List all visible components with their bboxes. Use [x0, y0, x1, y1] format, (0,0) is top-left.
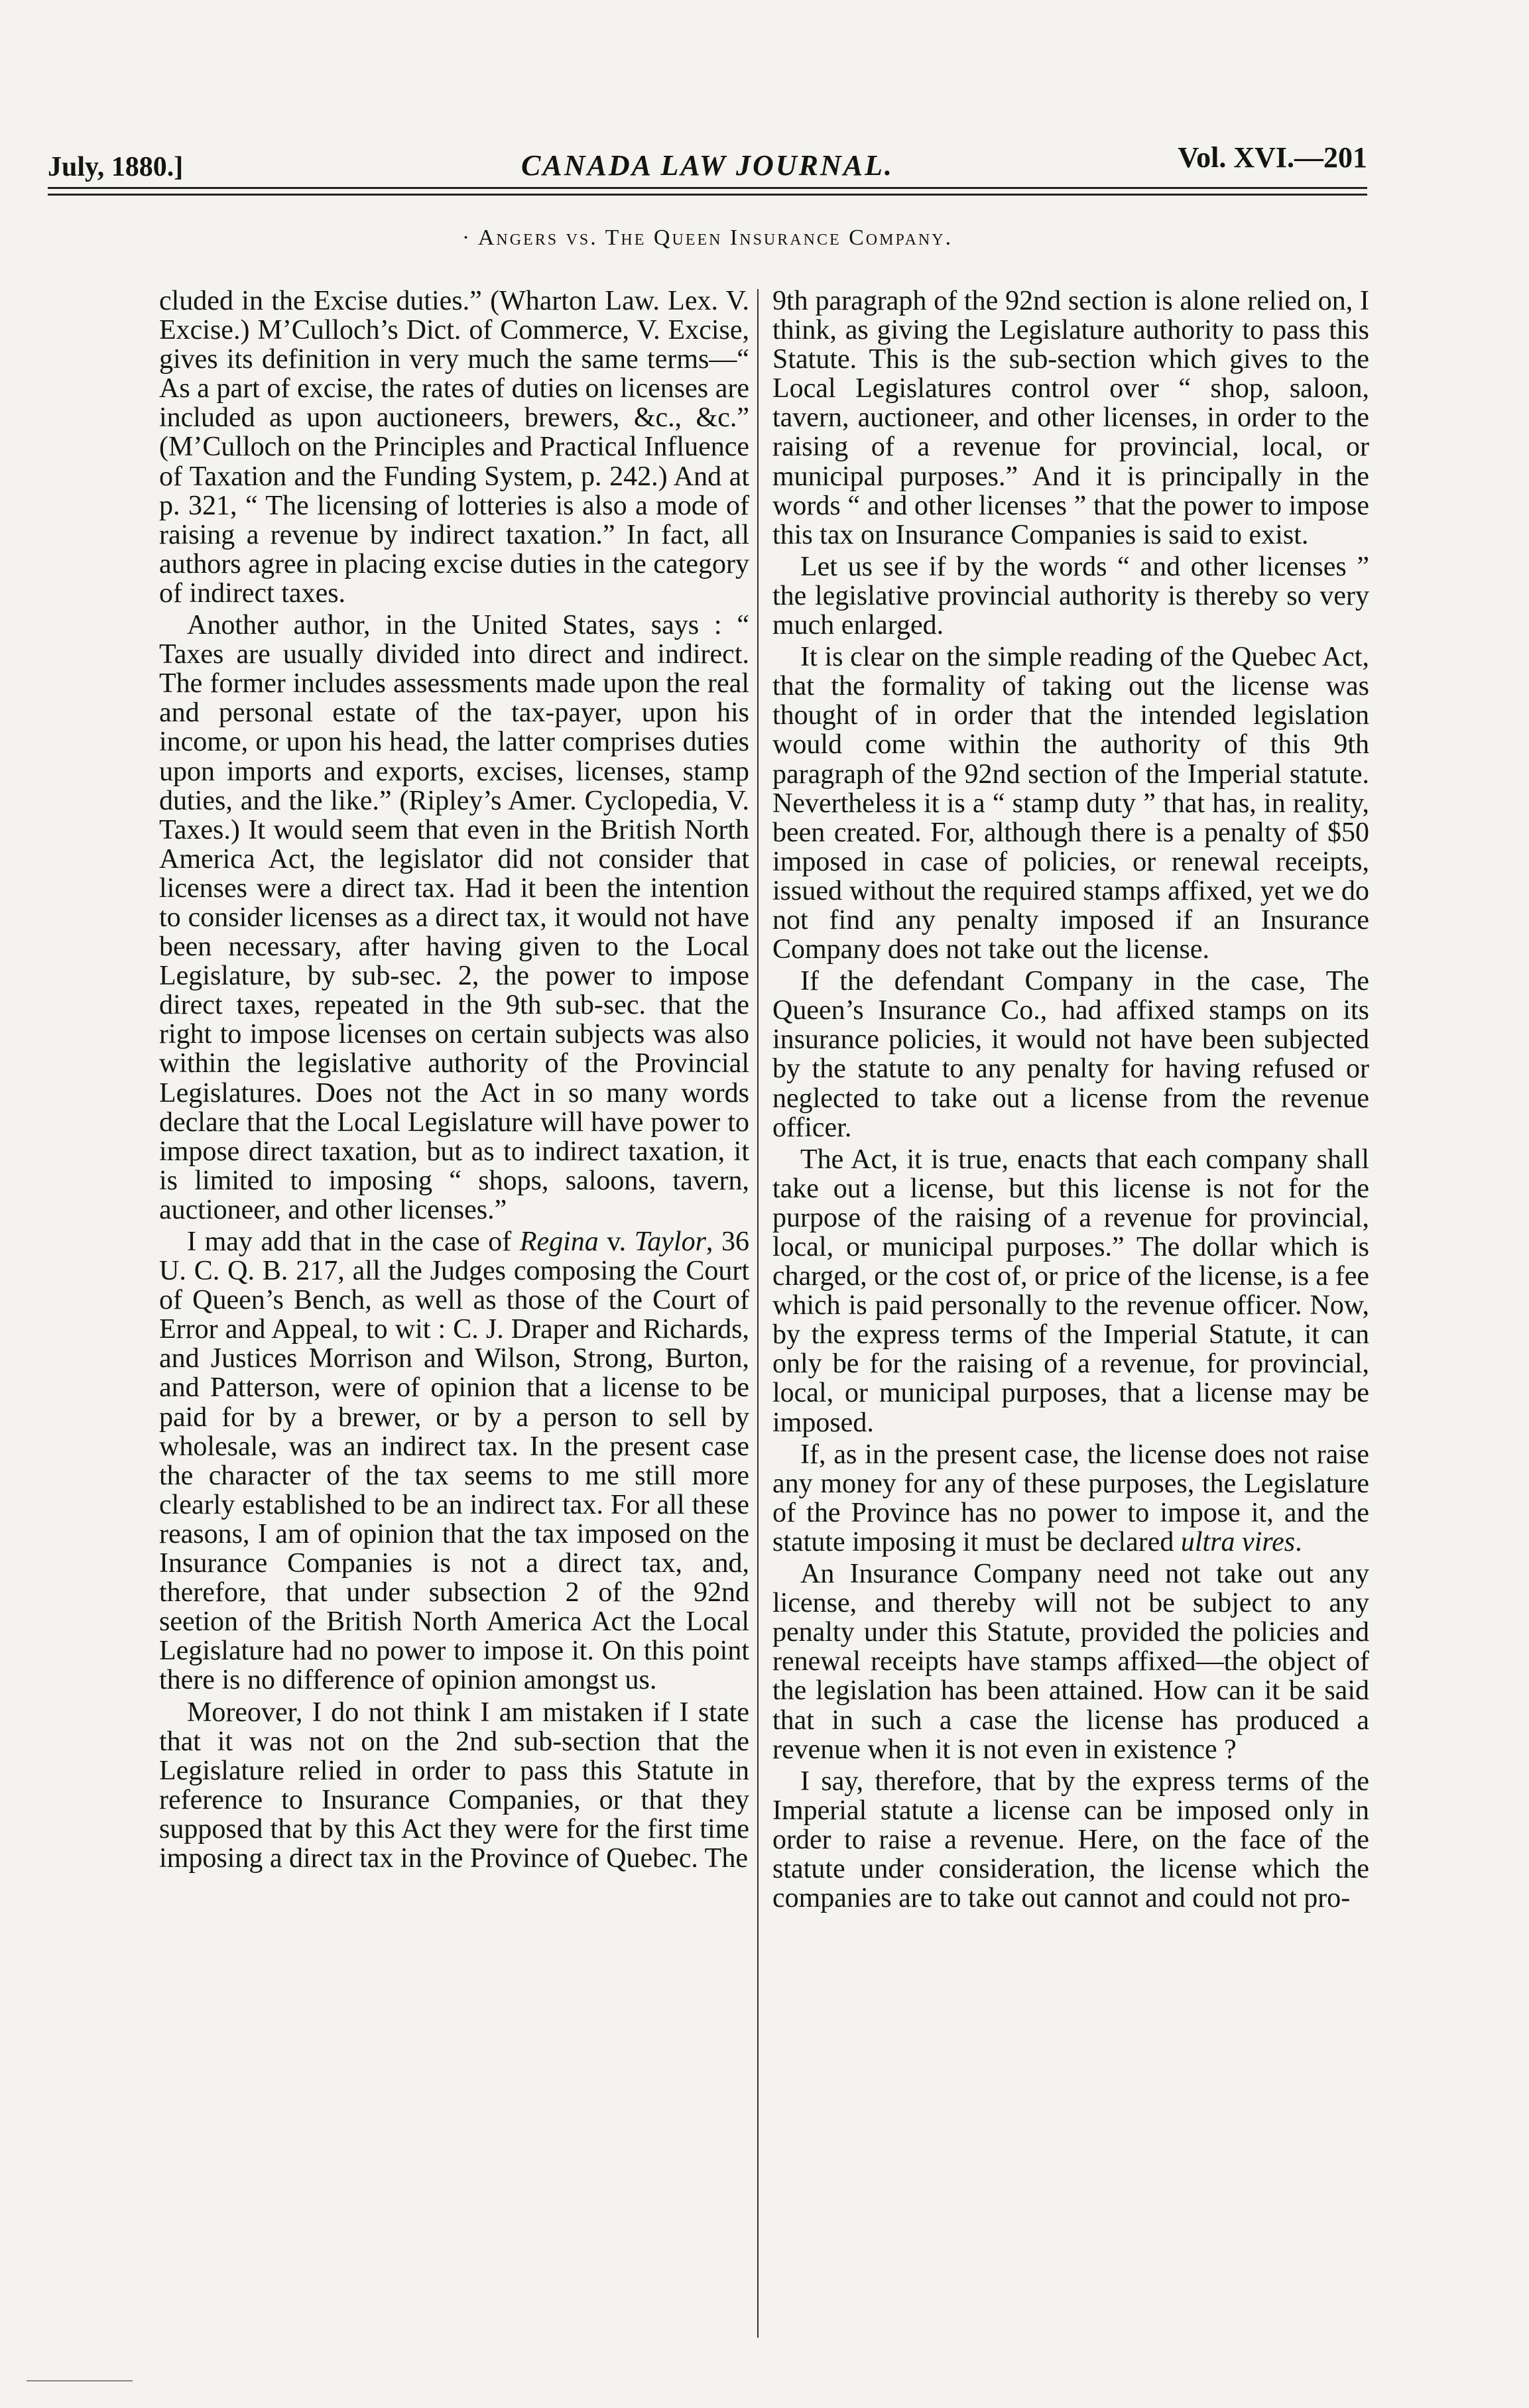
volume-page: Vol. XVI.—201	[1178, 141, 1367, 174]
paragraph: An Insurance Company need not take out any license, and thereby will not be subject to any penalty under this Statute, provided the policies and renewal receipts have stamps affixed—the object of the legislation has been attained. How can it be said that in such a case the license has produced a revenue when it is not even in existence ?	[772, 1559, 1369, 1765]
paragraph: If, as in the present case, the license does not raise any money for any of these purposes, the Legislature of the Province has no power to impose it, and the statute imposing it must be declared ultra vires.	[772, 1439, 1369, 1557]
issue-date: July, 1880.]	[48, 152, 184, 182]
paragraph: cluded in the Excise duties.” (Wharton Law. Lex. V. Excise.) M’Culloch’s Dict. of Commerce, V. Excise, gives its definition in very much the same terms—“ As a part of excise, the rates of duties on licenses are included as upon auctioneers, brewers, &c., &c.” (M’Culloch on the Principles and Practical Influence of Taxation and the Funding System, p. 242.) And at p. 321, “ The licensing of lotteries is also a mode of raising a revenue by indirect taxation.” In fact, all authors agree in placing excise duties in the category of indirect taxes.	[159, 286, 749, 609]
journal-title: CANADA LAW JOURNAL.	[521, 149, 894, 182]
page-header	[48, 133, 1367, 186]
paragraph: Let us see if by the words “ and other licenses ” the legislative provincial authority is thereby so very much enlarged.	[772, 551, 1369, 641]
paragraph: It is clear on the simple reading of the Quebec Act, that the formality of taking out the license was thought of in order that the intended legislation would come within the authority of this 9th paragraph of the 92nd section of the Imperial statute. Nevertheless it is a “ stamp duty ” that has, in reality, been created. For, although there is a penalty of $50 imposed in case of policies, or renewal receipts, issued without the required stamps affixed, yet we do not find any penalty imposed if an Insurance Company does not take out the license.	[772, 642, 1369, 965]
right-column	[772, 286, 1369, 2342]
column-divider	[757, 289, 759, 2338]
header-rule-top	[48, 187, 1367, 189]
header-rule-bottom	[48, 194, 1367, 196]
paragraph: Moreover, I do not think I am mistaken if I state that it was not on the 2nd sub-section that the Legislature relied in order to pass this Statute in reference to Insurance Companies, or that they supposed that by this Act they were for the first time imposing a direct tax in the Province of Quebec. The	[159, 1697, 749, 1874]
paragraph: 9th paragraph of the 92nd section is alone relied on, I think, as giving the Legislature authority to pass this Statute. This is the sub-section which gives to the Local Legislatures control over “ shop, saloon, tavern, auctioneer, and other licenses, in order to the raising of a revenue for provincial, local, or municipal purposes.” And it is principally in the words “ and other licenses ” that the power to impose this tax on Insurance Companies is said to exist.	[772, 286, 1369, 550]
paragraph: Another author, in the United States, says : “ Taxes are usually divided into direct and indirect. The former includes assessments made upon the real and personal estate of the tax-payer, upon his income, or upon his head, the latter comprises duties upon imports and exports, excises, licenses, stamp duties, and the like.” (Ripley’s Amer. Cyclopedia, V. Taxes.) It would seem that even in the British North America Act, the legislator did not consider that licenses were a direct tax. Had it been the intention to consider licenses as a direct tax, it would not have been necessary, after having given to the Local Legislature, by sub-sec. 2, the power to impose direct taxes, repeated in the 9th sub-sec. that the right to impose licenses on certain subjects was also within the legislative authority of the Provincial Legislatures. Does not the Act in so many words declare that the Local Legislature will have power to impose direct taxation, but as to indirect taxation, it is limited to imposing “ shops, saloons, tavern, auctioneer, and other licenses.”	[159, 610, 749, 1225]
case-title: · Angers vs. The Queen Insurance Company.	[461, 225, 953, 250]
left-column	[159, 286, 749, 2342]
paragraph: The Act, it is true, enacts that each company shall take out a license, but this license is not for the purpose of the raising of a revenue for provincial, local, or municipal purposes.” The dollar which is charged, or the cost of, or price of the license, is a fee which is paid personally to the revenue officer. Now, by the express terms of the Imperial Statute, it can only be for the raising of a revenue, for provincial, local, or municipal purposes, that a license may be imposed.	[772, 1144, 1369, 1438]
paragraph: If the defendant Company in the case, The Queen’s Insurance Co., had affixed stamps on its insurance policies, it would not have been subjected by the statute to any penalty for having refused or neglected to take out a license from the revenue officer.	[772, 966, 1369, 1143]
footer-rule	[27, 2380, 133, 2381]
paragraph: I say, therefore, that by the express terms of the Imperial statute a license can be imposed only in order to raise a revenue. Here, on the face of the statute under consideration, the license which the companies are to take out cannot and could not pro-	[772, 1766, 1369, 1914]
paragraph: I may add that in the case of Regina v. Taylor, 36 U. C. Q. B. 217, all the Judges composing the Court of Queen’s Bench, as well as those of the Court of Error and Appeal, to wit : C. J. Draper and Richards, and Justices Morrison and Wilson, Strong, Burton, and Patterson, were of opinion that a license to be paid for by a brewer, or by a person to sell by wholesale, was an indirect tax. In the present case the character of the tax seems to me still more clearly established to be an indirect tax. For all these reasons, I am of opinion that the tax imposed on the Insurance Companies is not a direct tax, and, therefore, that under subsection 2 of the 92nd seetion of the British North America Act the Local Legislature had no power to impose it. On this point there is no difference of opinion amongst us.	[159, 1227, 749, 1696]
